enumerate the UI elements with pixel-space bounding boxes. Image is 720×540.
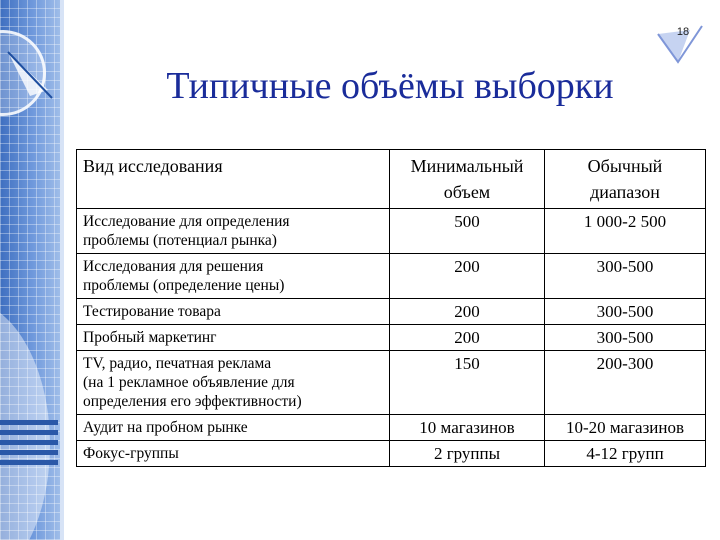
page-number: 18 <box>676 26 690 38</box>
sidebar-stripes <box>0 420 58 470</box>
cell-research-type: Фокус-группы <box>77 441 390 467</box>
cell-range: 200-300 <box>545 351 706 415</box>
cell-minimum: 200 <box>390 299 545 325</box>
header-minimum-volume: Минимальный объем <box>390 150 545 209</box>
cell-range: 10-20 магазинов <box>545 415 706 441</box>
cell-research-type: TV, радио, печатная реклама (на 1 рекламное объявление для определения его эффективности) <box>77 351 390 415</box>
cell-range: 4-12 групп <box>545 441 706 467</box>
cell-range: 300-500 <box>545 325 706 351</box>
table-row <box>77 299 706 325</box>
cell-research-type: Пробный маркетинг <box>77 325 390 351</box>
table-row <box>77 351 706 415</box>
cell-range: 300-500 <box>545 254 706 299</box>
table-row <box>77 441 706 467</box>
header-usual-range: Обычный диапазон <box>545 150 706 209</box>
cell-range: 300-500 <box>545 299 706 325</box>
cell-research-type: Исследование для определения проблемы (потенциал рынка) <box>77 209 390 254</box>
sample-size-table <box>76 149 706 467</box>
cell-range: 1 000-2 500 <box>545 209 706 254</box>
cell-minimum: 10 магазинов <box>390 415 545 441</box>
cell-minimum: 200 <box>390 254 545 299</box>
table-row <box>77 415 706 441</box>
table-row <box>77 325 706 351</box>
compass-decoration-icon <box>0 0 60 120</box>
table-row <box>77 209 706 254</box>
table-header-row <box>77 150 706 209</box>
header-research-type: Вид исследования <box>77 150 390 209</box>
cell-research-type: Аудит на пробном рынке <box>77 415 390 441</box>
cell-minimum: 200 <box>390 325 545 351</box>
cell-research-type: Тестирование товара <box>77 299 390 325</box>
slide-title: Типичные объёмы выборки <box>166 65 614 107</box>
table-row <box>77 254 706 299</box>
cell-minimum: 500 <box>390 209 545 254</box>
cell-research-type: Исследования для решения проблемы (определение цены) <box>77 254 390 299</box>
sidebar-edge-line <box>60 0 64 540</box>
cell-minimum: 2 группы <box>390 441 545 467</box>
cell-minimum: 150 <box>390 351 545 415</box>
